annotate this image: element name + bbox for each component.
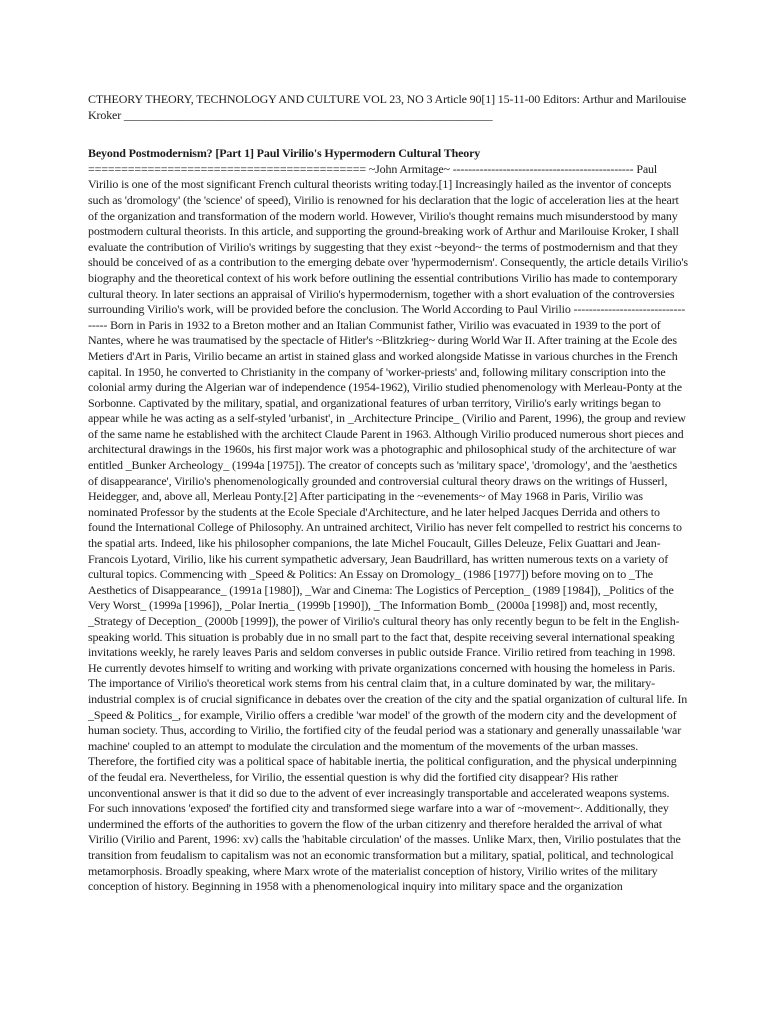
journal-header: CTHEORY THEORY, TECHNOLOGY AND CULTURE VOL 23, NO 3 Article 90[1] 15-11-00 Editors: Arthur and Marilouise Kroker _______________________________________________________________ <box>88 92 687 122</box>
article-title: Beyond Postmodernism? [Part 1] Paul Virilio's Hypermodern Cultural Theory <box>88 146 481 161</box>
article-body: ========================================== ~John Armitage~ ----------------------------------------------- Paul Virilio is one of the most significant French cultural theorists writing today.[1] Increasingly hailed as the inventor of concepts such as 'dromology' (the 'science' of speed), Virilio is renowned for his declaration that the logic of acceleration lies at the heart of the organization and transformation of the modern world. However, Virilio's thought remains much misunderstood by many postmodern cultural theorists. In this article, and supporting the ground-breaking work of Arthur and Marilouise Kroker, I shall evaluate the contribution of Virilio's writings by suggesting that they exist ~beyond~ the terms of postmodernism and that they should be conceived of as a contribution to the emerging debate over 'hypermodernism'. Consequently, the article details Virilio's biography and the theoretical context of his work before outlining the essential contributions Virilio has made to contemporary cultural theory. In later sections an appraisal of Virilio's hypermodernism, together with a short evaluation of the controversies surrounding Virilio's work, will be provided before the conclusion. The World According to Paul Virilio ---------------------------------- Born in Paris in 1932 to a Breton mother and an Italian Communist father, Virilio was evacuated in 1939 to the port of Nantes, where he was traumatised by the spectacle of Hitler's ~Blitzkrieg~ during World War II. After training at the Ecole des Metiers d'Art in Paris, Virilio became an artist in stained glass and worked alongside Matisse in various churches in the French capital. In 1950, he converted to Christianity in the company of 'worker-priests' and, following military conscription into the colonial army during the Algerian war of independence (1954-1962), Virilio studied phenomenology with Merleau-Ponty at the Sorbonne. Captivated by the military, spatial, and organizational features of urban territory, Virilio's early writings began to appear while he was acting as a self-styled 'urbanist', in _Architecture Principe_ (Virilio and Parent, 1996), the group and review of the same name he established with the architect Claude Parent in 1963. Although Virilio produced numerous short pieces and architectural drawings in the 1960s, his first major work was a photographic and philosophical study of the architecture of war entitled _Bunker Archeology_ (1994a [1975]). The creator of concepts such as 'military space', 'dromology', and the 'aesthetics of disappearance', Virilio's phenomenologically grounded and controversial cultural theory draws on the writings of Husserl, Heidegger, and, above all, Merleau Ponty.[2] After participating in the ~evenements~ of May 1968 in Paris, Virilio was nominated Professor by the students at the Ecole Speciale d'Architecture, and he later helped Jacques Derrida and others to found the International College of Philosophy. An untrained architect, Virilio has never felt compelled to restrict his concerns to the spatial arts. Indeed, like his philosopher companions, the late Michel Foucault, Gilles Deleuze, Felix Guattari and Jean-Francois Lyotard, Virilio, like his current sympathetic adversary, Jean Baudrillard, has written numerous texts on a variety of cultural topics. Commencing with _Speed & Politics: An Essay on Dromology_ (1986 [1977]) before moving on to _The Aesthetics of Disappearance_ (1991a [1980]), _War and Cinema: The Logistics of Perception_ (1989 [1984]), _Politics of the Very Worst_ (1999a [1996]), _Polar Inertia_ (1999b [1990]), _The Information Bomb_ (2000a [1998]) and, most recently, _Strategy of Deception_ (2000b [1999]), the power of Virilio's cultural theory has only recently begun to be felt in the English-speaking world. This situation is probably due in no small part to the fact that, despite receiving several international speaking invitations weekly, he rarely leaves Paris and seldom converses in public outside France. Virilio retired from teaching in 1998. He currently devotes himself to writing and working with private organizations concerned with housing the homeless in Paris. The importance of Virilio's theoretical work stems from his central claim that, in a culture dominated by war, the military-industrial complex is of crucial significance in debates over the creation of the city and the spatial organization of cultural life. In _Speed & Politics_, for example, Virilio offers a credible 'war model' of the growth of the modern city and the development of human society. Thus, according to Virilio, the fortified city of the feudal period was a stationary and generally unassailable 'war machine' coupled to an attempt to modulate the circulation and the momentum of the movements of the urban masses. Therefore, the fortified city was a political space of habitable inertia, the political configuration, and the physical underpinning of the feudal era. Nevertheless, for Virilio, the essential question is why did the fortified city disappear? His rather unconventional answer is that it did so due to the advent of ever increasingly transportable and accelerated weapons systems. For such innovations 'exposed' the fortified city and transformed siege warfare into a war of ~movement~. Additionally, they undermined the efforts of the authorities to govern the flow of the urban citizenry and therefore heralded the arrival of what Virilio (Virilio and Parent, 1996: xv) calls the 'habitable circulation' of the masses. Unlike Marx, then, Virilio postulates that the transition from feudalism to capitalism was not an economic transformation but a military, spatial, political, and technological metamorphosis. Broadly speaking, where Marx wrote of the materialist conception of history, Virilio writes of the military conception of history. Beginning in 1958 with a phenomenological inquiry into military space and the organization <box>88 161 688 894</box>
document-page <box>88 92 688 895</box>
